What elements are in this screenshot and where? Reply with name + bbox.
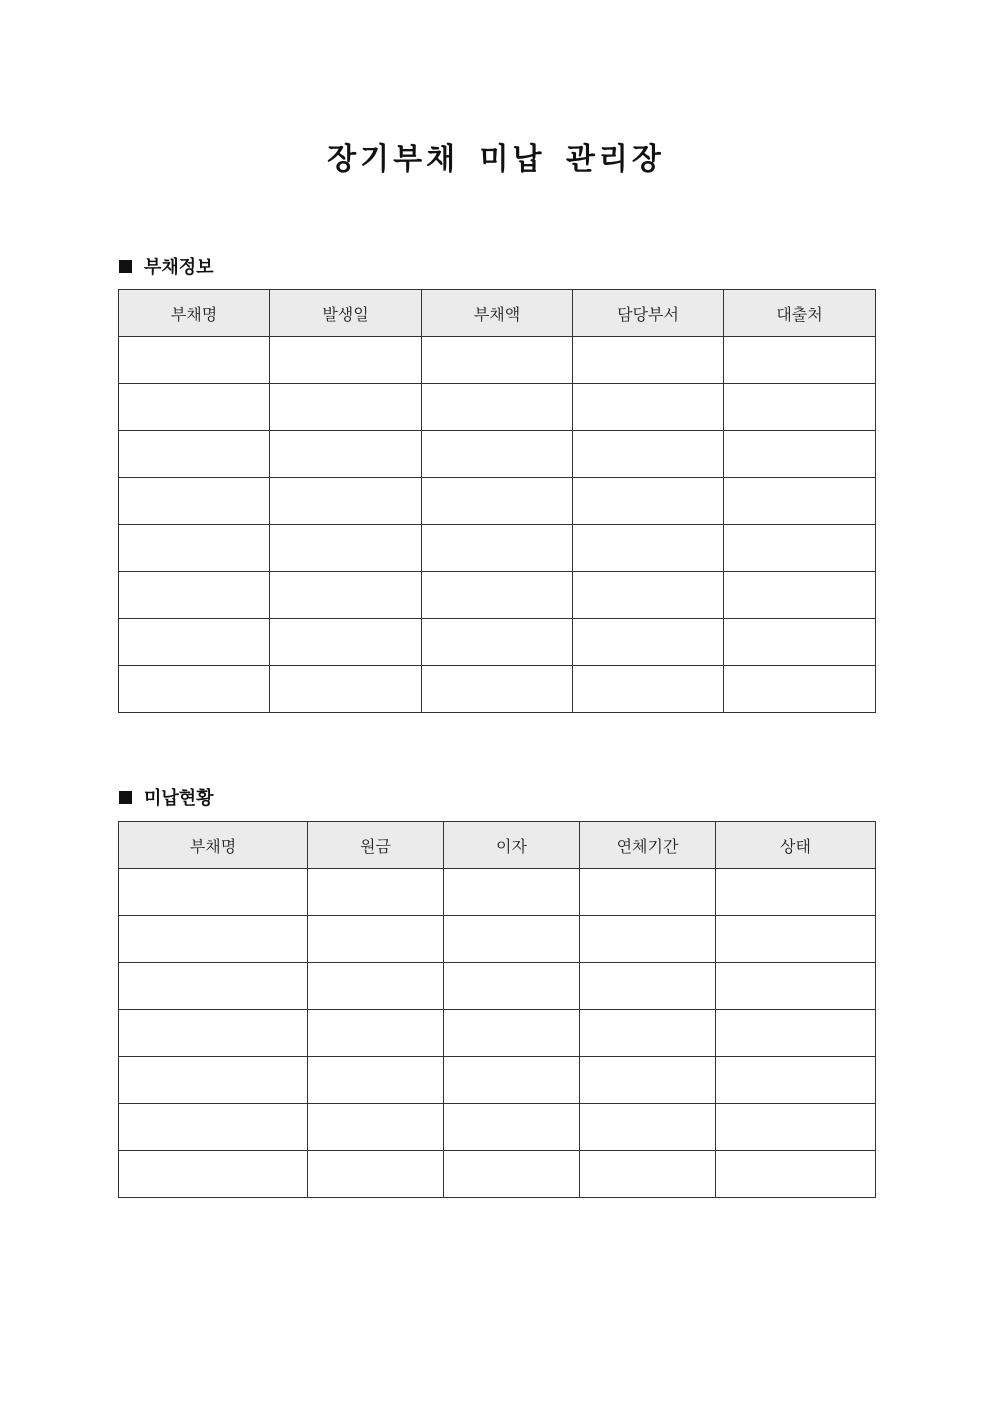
square-bullet-icon: [119, 260, 132, 273]
table-cell[interactable]: [119, 431, 270, 478]
table-cell[interactable]: [422, 619, 573, 666]
column-header: 원금: [308, 822, 444, 869]
table-cell[interactable]: [716, 869, 876, 916]
table-cell[interactable]: [724, 337, 876, 384]
table-cell[interactable]: [308, 1010, 444, 1057]
table-cell[interactable]: [724, 666, 876, 713]
table-cell[interactable]: [422, 572, 573, 619]
table-cell[interactable]: [573, 431, 724, 478]
table-row: [119, 869, 876, 916]
table-header-row: [119, 290, 876, 337]
table-row: [119, 384, 876, 431]
table-cell[interactable]: [716, 1057, 876, 1104]
table-cell[interactable]: [119, 916, 308, 963]
table-cell[interactable]: [119, 1151, 308, 1198]
table-cell[interactable]: [716, 1151, 876, 1198]
table-cell[interactable]: [580, 1151, 716, 1198]
table-cell[interactable]: [716, 1104, 876, 1151]
column-header: 담당부서: [573, 290, 724, 337]
column-header: 발생일: [270, 290, 422, 337]
table-cell[interactable]: [580, 1010, 716, 1057]
table-cell[interactable]: [444, 1057, 580, 1104]
table-row: [119, 619, 876, 666]
table-cell[interactable]: [119, 619, 270, 666]
table-cell[interactable]: [580, 1104, 716, 1151]
table-cell[interactable]: [308, 1151, 444, 1198]
table-cell[interactable]: [422, 666, 573, 713]
table-cell[interactable]: [270, 337, 422, 384]
table-cell[interactable]: [308, 869, 444, 916]
table-row: [119, 337, 876, 384]
table-cell[interactable]: [422, 384, 573, 431]
table-cell[interactable]: [270, 431, 422, 478]
table-row: [119, 1104, 876, 1151]
table-row: [119, 1057, 876, 1104]
table-cell[interactable]: [580, 1057, 716, 1104]
table-cell[interactable]: [724, 384, 876, 431]
table-header-row: [119, 822, 876, 869]
table-cell[interactable]: [422, 478, 573, 525]
column-header: 부채명: [119, 822, 308, 869]
table-cell[interactable]: [422, 525, 573, 572]
table-cell[interactable]: [580, 869, 716, 916]
table-row: [119, 431, 876, 478]
column-header: 부채액: [422, 290, 573, 337]
table-cell[interactable]: [724, 572, 876, 619]
table-cell[interactable]: [573, 384, 724, 431]
table-cell[interactable]: [119, 869, 308, 916]
table-cell[interactable]: [580, 963, 716, 1010]
column-header: 대출처: [724, 290, 876, 337]
table-cell[interactable]: [119, 963, 308, 1010]
table-cell[interactable]: [716, 963, 876, 1010]
table-cell[interactable]: [270, 525, 422, 572]
table-cell[interactable]: [580, 916, 716, 963]
table-cell[interactable]: [724, 619, 876, 666]
table-cell[interactable]: [308, 1057, 444, 1104]
square-bullet-icon: [119, 791, 132, 804]
table-cell[interactable]: [444, 963, 580, 1010]
table-cell[interactable]: [724, 525, 876, 572]
debt-info-table: [118, 289, 876, 713]
table-cell[interactable]: [444, 1010, 580, 1057]
table-row: [119, 963, 876, 1010]
table-cell[interactable]: [270, 666, 422, 713]
table-cell[interactable]: [444, 1151, 580, 1198]
column-header: 연체기간: [580, 822, 716, 869]
table-cell[interactable]: [119, 384, 270, 431]
section-heading-unpaid-status: [119, 784, 214, 810]
table-cell[interactable]: [270, 478, 422, 525]
table-cell[interactable]: [573, 478, 724, 525]
table-row: [119, 478, 876, 525]
table-row: [119, 525, 876, 572]
table-row: [119, 666, 876, 713]
column-header: 이자: [444, 822, 580, 869]
table-cell[interactable]: [573, 619, 724, 666]
table-cell[interactable]: [119, 337, 270, 384]
table-cell[interactable]: [270, 619, 422, 666]
table-cell[interactable]: [573, 337, 724, 384]
table-cell[interactable]: [716, 916, 876, 963]
page-title: 장기부채 미납 관리장: [327, 142, 665, 177]
table-cell[interactable]: [270, 572, 422, 619]
table-row: [119, 1151, 876, 1198]
table-cell[interactable]: [119, 666, 270, 713]
table-cell[interactable]: [573, 666, 724, 713]
table-cell[interactable]: [308, 1104, 444, 1151]
table-cell[interactable]: [119, 478, 270, 525]
table-cell[interactable]: [308, 963, 444, 1010]
table-cell[interactable]: [119, 572, 270, 619]
section-label: 미납현황: [144, 788, 214, 809]
section-heading-debt-info: [119, 253, 214, 279]
table-cell[interactable]: [119, 1057, 308, 1104]
table-cell[interactable]: [724, 478, 876, 525]
section-label: 부채정보: [144, 257, 214, 278]
table-row: [119, 1010, 876, 1057]
table-cell[interactable]: [119, 1010, 308, 1057]
table-cell[interactable]: [119, 525, 270, 572]
table-row: [119, 572, 876, 619]
table-cell[interactable]: [422, 431, 573, 478]
column-header: 부채명: [119, 290, 270, 337]
table-cell[interactable]: [573, 572, 724, 619]
table-cell[interactable]: [573, 525, 724, 572]
column-header: 상태: [716, 822, 876, 869]
table-cell[interactable]: [724, 431, 876, 478]
table-cell[interactable]: [270, 384, 422, 431]
table-cell[interactable]: [422, 337, 573, 384]
table-cell[interactable]: [444, 916, 580, 963]
table-cell[interactable]: [444, 1104, 580, 1151]
table-cell[interactable]: [119, 1104, 308, 1151]
table-cell[interactable]: [444, 869, 580, 916]
unpaid-status-table: [118, 821, 876, 1198]
table-row: [119, 916, 876, 963]
table-cell[interactable]: [308, 916, 444, 963]
table-cell[interactable]: [716, 1010, 876, 1057]
